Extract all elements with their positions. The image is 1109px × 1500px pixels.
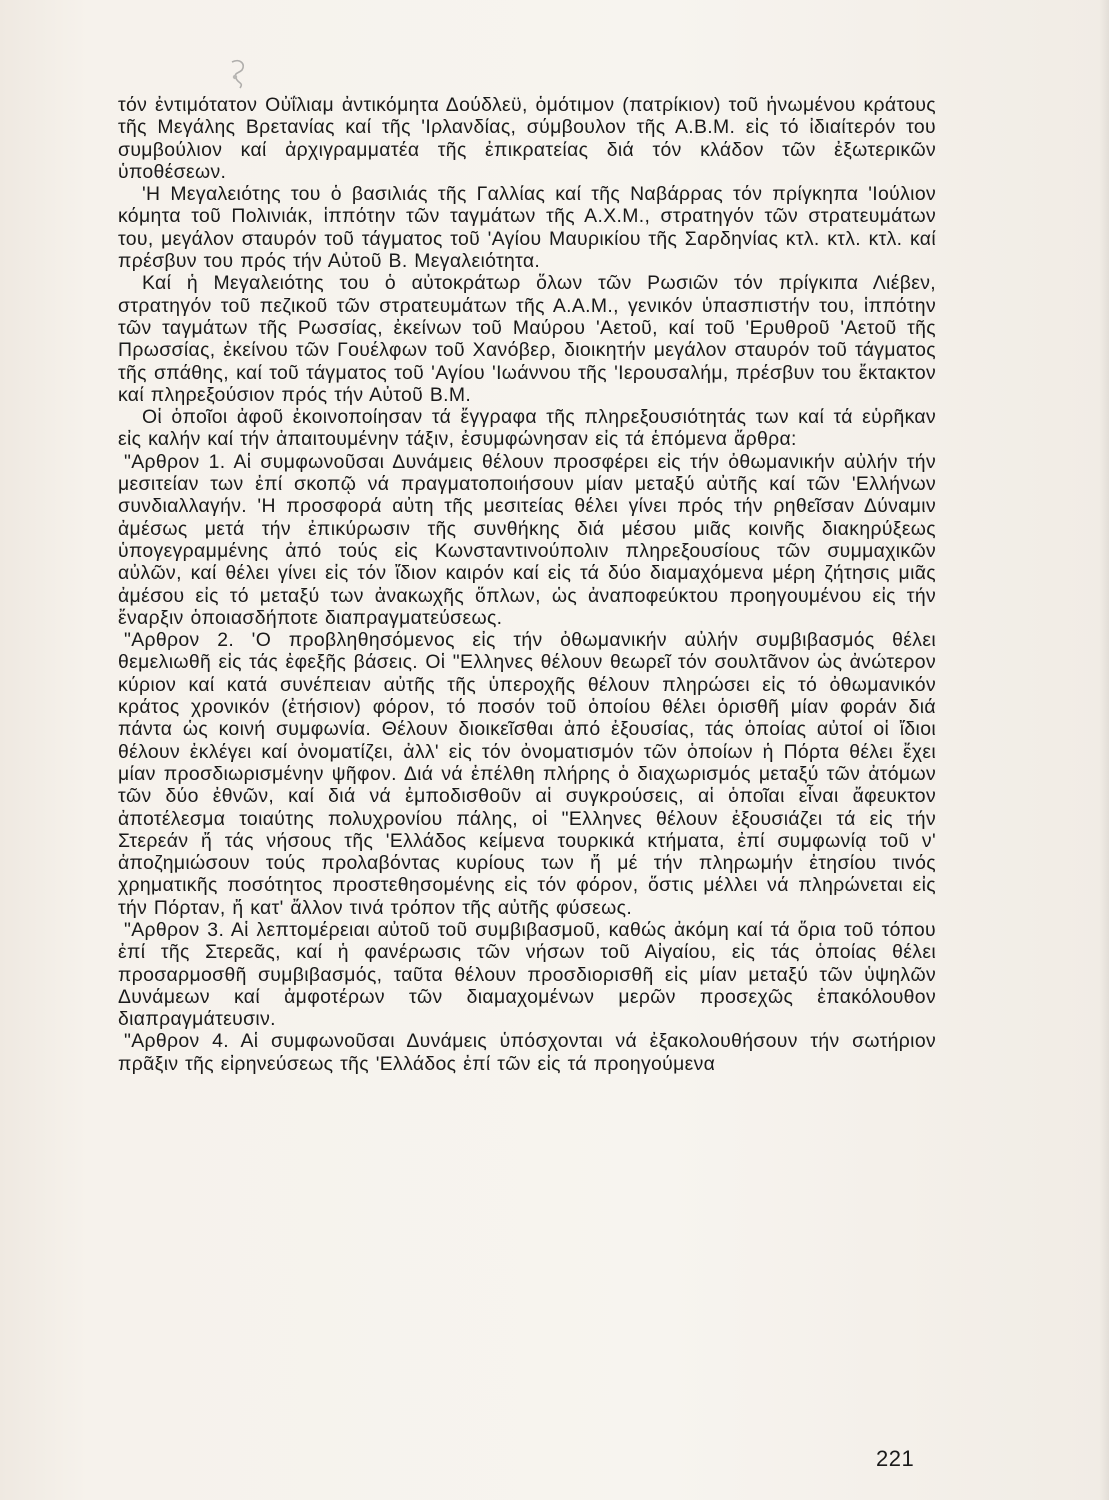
article-3: "Αρθρον 3. Αἱ λεπτομέρειαι αὐτοῦ τοῦ συμβιβασμοῦ, καθώς ἀκόμη καί τά ὅρια τοῦ τόπου ἐπί τῆς Στερεᾶς, καί ἡ φανέρωσις τῶν νήσων τοῦ Αἰγαίου, εἰς τάς ὁποίας θέλει προσαρμοσθῆ συμβιβασμός, ταῦτα θέλουν προσδιορισθῆ εἰς μίαν μεταξύ τῶν ὑψηλῶν Δυνάμεων καί ἀμφοτέρων τῶν διαμαχομένων μερῶν προσεχῶς ἐπακόλουθον διαπραγμάτευσιν. xyxy=(118,918,936,1031)
paragraph-continuation: τόν ἐντιμότατον Οὐΐλιαμ ἀντικόμητα Δούδλεϋ, ὁμότιμον (πατρίκιον) τοῦ ἡνωμένου κράτους τῆς Μεγάλης Βρετανίας καί τῆς 'Ιρλανδίας, σύμβουλον τῆς Α.Β.Μ. εἰς τό ἰδιαίτερόν του συμβούλιον καί ἀρχιγραμματέα τῆς ἐπικρατείας διά τόν κλάδον τῶν ἐξωτερικῶν ὑποθέσεων. xyxy=(118,94,936,183)
paragraph-russia: Καί ἡ Μεγαλειότης του ὁ αὐτοκράτωρ ὅλων τῶν Ρωσιῶν τόν πρίγκιπα Λιέβεν, στρατηγόν τοῦ πεζικοῦ τῶν στρατευμάτων τῆς Α.Α.Μ., γενικόν ὑπασπιστήν του, ἱππότην τῶν ταγμάτων τῆς Ρωσσίας, ἐκείνων τοῦ Μαύρου 'Αετοῦ, καί τοῦ 'Ερυθροῦ 'Αετοῦ τῆς Πρωσσίας, ἐκείνου τῶν Γουέλφων τοῦ Χανόβερ, διοικητήν μεγάλον σταυρόν τοῦ τάγματος τῆς σπάθης, καί τοῦ τάγματος τοῦ 'Αγίου 'Ιωάννου τῆς 'Ιερουσαλήμ, πρέσβυν του ἔκτακτον καί πληρεξούσιον πρός τήν Αὐτοῦ Β.Μ. xyxy=(118,272,936,406)
article-1: "Αρθρον 1. Αἱ συμφωνοῦσαι Δυνάμεις θέλουν προσφέρει εἰς τήν ὀθωμανικήν αὐλήν τήν μεσιτείαν των ἐπί σκοπῷ νά πραγματοποιήσουν μίαν μεταξύ αὐτῆς καί τῶν 'Ελλήνων συνδιαλλαγήν. 'Η προσφορά αὐτη τῆς μεσιτείας θέλει γίνει πρός τήν ρηθεῖσαν Δύναμιν ἀμέσως μετά τήν ἐπικύρωσιν τῆς συνθήκης διά μέσου μιᾶς κοινῆς διακηρύξεως ὑπογεγραμμένης ἀπό τούς εἰς Κωνσταντινούπολιν πληρεξουσίους τῶν συμμαχικῶν αὐλῶν, καί θέλει γίνει εἰς τόν ἴδιον καιρόν καί εἰς τά δύο διαμαχόμενα μέρη ζήτησις μιᾶς ἀμέσου εἰς τό μεταξύ των ἀνακωχῆς ὅπλων, ὡς ἀναποφεύκτου προηγουμένου εἰς τήν ἔναρξιν ὁποιασδήποτε διαπραγματεύσεως. xyxy=(118,450,936,629)
document-body xyxy=(118,94,936,1075)
paragraph-preamble: Οἱ ὁποῖοι ἀφοῦ ἐκοινοποίησαν τά ἔγγραφα τῆς πληρεξουσιότητάς των καί τά εὑρῆκαν εἰς καλήν καί τήν ἀπαιτουμένην τάξιν, ἐσυμφώνησαν εἰς τά ἑπόμενα ἄρθρα: xyxy=(118,406,936,451)
ink-smudge xyxy=(226,58,250,90)
page-number: 221 xyxy=(876,1446,915,1471)
article-4: "Αρθρον 4. Αἱ συμφωνοῦσαι Δυνάμεις ὑπόσχονται νά ἐξακολουθήσουν τήν σωτήριον πρᾶξιν τῆς εἰρηνεύσεως τῆς 'Ελλάδος ἐπί τῶν εἰς τά προηγούμενα xyxy=(118,1030,936,1075)
article-2: "Αρθρον 2. 'Ο προβληθησόμενος εἰς τήν ὀθωμανικήν αὐλήν συμβιβασμός θέλει θεμελιωθῆ εἰς τάς ἐφεξῆς βάσεις. Οἱ "Ελληνες θέλουν θεωρεῖ τόν σουλτᾶνον ὡς ἀνώτερον κύριον καί κατά συνέπειαν αὐτῆς τῆς ὑπεροχῆς θέλουν πληρώσει εἰς τό ὀθωμανικόν κράτος χρονικόν (ἐτήσιον) φόρον, τό ποσόν τοῦ ὁποίου θέλει ὁρισθῆ μίαν φοράν διά πάντα ὡς κοινή συμφωνία. Θέλουν διοικεῖσθαι ἀπό ἐξουσίας, τάς ὁποίας αὐτοί οἱ ἴδιοι θέλουν ἐκλέγει καί ὀνοματίζει, ἀλλ' εἰς τόν ὀνοματισμόν τῶν ὁποίων ἡ Πόρτα θέλει ἔχει μίαν προσδιωρισμένην ψῆφον. Διά νά ἐπέλθη πλήρης ὁ διαχωρισμός μεταξύ τῶν ἀτόμων τῶν δύο ἐθνῶν, καί διά νά ἐμποδισθοῦν αἱ συγκρούσεις, αἱ ὁποῖαι εἶναι ἄφευκτον ἀποτέλεσμα τοιαύτης πολυχρονίου πάλης, οἱ "Ελληνες θέλουν ἐξουσιάζει τά εἰς τήν Στερεάν ἤ τάς νήσους τῆς 'Ελλάδος κείμενα τουρκικά κτήματα, ἐπί συμφωνίᾳ τοῦ ν' ἀποζημιώσουν τούς προλαβόντας κυρίους των ἤ μέ τήν πληρωμήν ἐτησίου τινός χρηματικῆς ποσότητος προστεθησομένης εἰς τόν φόρον, ὅστις μέλλει νά πληρώνεται εἰς τήν Πόρταν, ἤ κατ' ἄλλον τινά τρόπον τῆς αὐτῆς φύσεως. xyxy=(118,629,936,919)
paragraph-france: 'Η Μεγαλειότης του ὁ βασιλιάς τῆς Γαλλίας καί τῆς Ναβάρρας τόν πρίγκηπα 'Ιούλιον κόμητα τοῦ Πολινιάκ, ἱππότην τῶν ταγμάτων τῆς Α.Χ.Μ., στρατηγόν τῶν στρατευμάτων του, μεγάλον σταυρόν τοῦ τάγματος τοῦ 'Αγίου Μαυρικίου τῆς Σαρδηνίας κτλ. κτλ. κτλ. καί πρέσβυν του πρός τήν Αὐτοῦ Β. Μεγαλειότητα. xyxy=(118,183,936,273)
page-edge xyxy=(1099,0,1109,1500)
